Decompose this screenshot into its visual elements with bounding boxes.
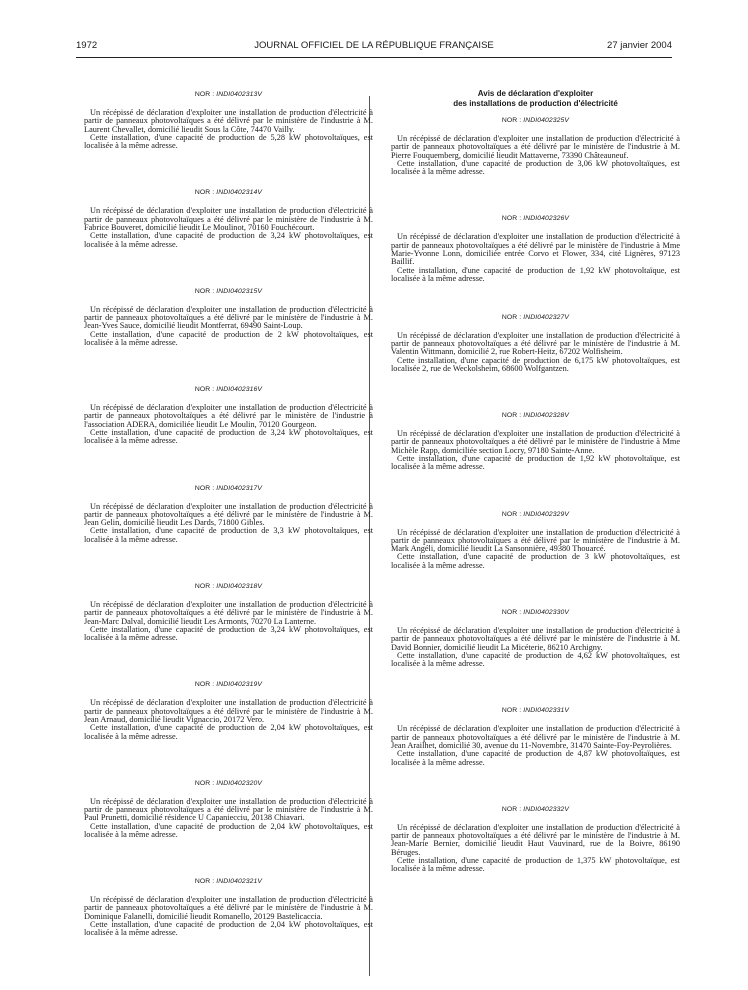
nor-reference bbox=[391, 312, 680, 324]
capacity-paragraph: Cette installation, d'une capacité de production de 3,3 kW photovoltaïques, est localisée à la même adresse. bbox=[84, 526, 373, 544]
nor-code: INDI0402328V bbox=[523, 412, 570, 420]
nor-prefix: NOR : bbox=[501, 805, 524, 813]
notice-entry bbox=[84, 679, 373, 777]
nor-code: INDI0402330V bbox=[523, 608, 570, 616]
nor-reference bbox=[84, 286, 373, 298]
left-column bbox=[84, 89, 373, 938]
nor-reference bbox=[391, 705, 680, 717]
notice-entry bbox=[84, 483, 373, 581]
notice-entry bbox=[391, 410, 680, 508]
nor-reference bbox=[391, 410, 680, 422]
notice-entry bbox=[84, 778, 373, 876]
nor-reference bbox=[391, 115, 680, 127]
notice-paragraph: Un récépissé de déclaration d'exploiter une installation de production d'électricité à partir de panneaux photovoltaïques a été délivré par le ministère de l'industrie à M. Laurent Chevallet, domicilié lieudit Sous la Côte, 74470 Vailly. bbox=[84, 108, 373, 134]
nor-code: INDI0402317V bbox=[216, 484, 263, 492]
nor-reference bbox=[84, 483, 373, 495]
nor-code: INDI0402327V bbox=[523, 313, 570, 321]
nor-prefix: NOR : bbox=[501, 215, 524, 223]
nor-reference bbox=[84, 89, 373, 101]
notice-paragraph: Un récépissé de déclaration d'exploiter une installation de production d'électricité à partir de panneaux photovoltaïques a été délivré par le ministère de l'industrie à M. Valentin Wittmann, domicilié 2, rue Robert-Heitz, 67202 Wolfisheim. bbox=[391, 330, 680, 357]
notice-paragraph: Un récépissé de déclaration d'exploiter une installation de production d'électricité à partir de panneaux photovoltaïques a été délivré par le ministère de l'industrie à M. Jean-Marie Bernier, domicilié lieudit Haut Vauvinard, rue de la Boivre, 86190 Béruges. bbox=[391, 822, 680, 857]
nor-prefix: NOR : bbox=[501, 510, 524, 518]
nor-prefix: NOR : bbox=[194, 91, 217, 98]
nor-code: INDI0402325V bbox=[523, 117, 570, 124]
notice-paragraph: Un récépissé de déclaration d'exploiter une installation de production d'électricité à partir de panneaux photovoltaïques a été délivré par le ministère de l'industrie à Mme Michèle Rapp, domiciliée section Locry, 97180 Sainte-Anne. bbox=[391, 429, 680, 455]
capacity-paragraph: Cette installation, d'une capacité de production de 1,92 kW photovoltaïque, est localisée à la même adresse. bbox=[391, 454, 680, 472]
nor-prefix: NOR : bbox=[501, 313, 524, 321]
nor-reference bbox=[84, 581, 373, 593]
capacity-paragraph: Cette installation, d'une capacité de production de 3,06 kW photovoltaïques, est localisée à la même adresse. bbox=[391, 158, 680, 177]
section-heading bbox=[391, 89, 680, 109]
notice-paragraph: Un récépissé de déclaration d'exploiter une installation de production d'électricité à partir de panneaux photovoltaïques a été délivré par le ministère de l'industrie à M. Dominique Falanelli, domicilié lieudit Romanello, 20129 Bastelicaccia. bbox=[84, 895, 373, 921]
nor-prefix: NOR : bbox=[501, 707, 524, 715]
nor-code: INDI0402314V bbox=[216, 189, 263, 197]
nor-code: INDI0402318V bbox=[216, 582, 263, 590]
capacity-paragraph: Cette installation, d'une capacité de production de 2,04 kW photovoltaïques, est localisée à la même adresse. bbox=[84, 920, 373, 938]
nor-code: INDI0402313V bbox=[216, 91, 263, 98]
notice-entry bbox=[84, 876, 373, 937]
capacity-paragraph: Cette installation, d'une capacité de production de 2 kW photovoltaïques, est localisée à la même adresse. bbox=[84, 329, 373, 347]
notice-paragraph: Un récépissé de déclaration d'exploiter une installation de production d'électricité à partir de panneaux photovoltaïques a été délivré par le ministère de l'industrie à M. Jean Gelin, domicilié lieudit Les Dards, 71800 Gibles. bbox=[84, 501, 373, 528]
nor-prefix: NOR : bbox=[194, 681, 217, 689]
nor-code: INDI0402331V bbox=[523, 707, 570, 715]
notice-paragraph: Un récépissé de déclaration d'exploiter une installation de production d'électricité à partir de panneaux photovoltaïques a été délivré par le ministère de l'industrie à M. Paul Prunetti, domicilié résidence U Capaniecciu, 20138 Chiavari. bbox=[84, 796, 373, 823]
section-heading-line-2: des installations de production d'électricité bbox=[453, 99, 618, 108]
nor-prefix: NOR : bbox=[501, 412, 524, 420]
page-number: 1972 bbox=[76, 40, 98, 51]
nor-prefix: NOR : bbox=[194, 287, 217, 295]
notice-paragraph: Un récépissé de déclaration d'exploiter une installation de production d'électricité à partir de panneaux photovoltaïques a été délivré par le ministère de l'industrie à M. Jean-Marc Dalval, domicilié lieudit Les Armonts, 70270 La Lanterne. bbox=[84, 599, 373, 626]
nor-reference bbox=[391, 213, 680, 225]
notice-paragraph: Un récépissé de déclaration d'exploiter une installation de production d'électricité à partir de panneaux photovoltaïques a été délivré par le ministère de l'industrie à M. Jean Arnaud, domicilié lieudit Vignaccio, 20172 Vero. bbox=[84, 698, 373, 724]
section-heading-line-1: Avis de déclaration d'exploiter bbox=[477, 89, 594, 98]
capacity-paragraph: Cette installation, d'une capacité de production de 3,24 kW photovoltaïques, est localisée à la même adresse. bbox=[84, 428, 373, 446]
nor-prefix: NOR : bbox=[194, 582, 217, 590]
notice-entry bbox=[391, 607, 680, 705]
nor-prefix: NOR : bbox=[501, 117, 524, 124]
notice-paragraph: Un récépissé de déclaration d'exploiter une installation de production d'électricité à partir de panneaux photovoltaïques a été délivré par le ministère de l'industrie à M. Mark Angéli, domicilié lieudit La Sansonnière, 49380 Thouarcé. bbox=[391, 527, 680, 554]
nor-prefix: NOR : bbox=[194, 878, 217, 886]
notice-entry bbox=[84, 286, 373, 384]
notice-entry bbox=[391, 213, 680, 311]
notice-entry bbox=[84, 581, 373, 679]
nor-reference bbox=[84, 384, 373, 396]
notice-entry bbox=[84, 384, 373, 482]
nor-prefix: NOR : bbox=[194, 386, 217, 394]
nor-reference bbox=[84, 876, 373, 888]
nor-code: INDI0402326V bbox=[523, 215, 570, 223]
notice-entry bbox=[391, 115, 680, 213]
nor-prefix: NOR : bbox=[194, 484, 217, 492]
notice-paragraph: Un récépissé de déclaration d'exploiter une installation de production d'électricité à partir de panneaux photovoltaïques a été délivré par le ministère de l'industrie à M. Jean-Yves Sauce, domicilié lieudit Montferrat, 69490 Saint-Loup. bbox=[84, 304, 373, 331]
capacity-paragraph: Cette installation, d'une capacité de production de 1,375 kW photovoltaïque, est localisée à la même adresse. bbox=[391, 855, 680, 874]
notice-paragraph: Un récépissé de déclaration d'exploiter une installation de production d'électricité à partir de panneaux photovoltaïques a été délivré par le ministère de l'industrie à Mme Marie-Yvonne Lonn, domiciliée entrée Corvo et Flower, 334, cité Lignères, 97123 Baillif. bbox=[391, 232, 680, 267]
page-header bbox=[76, 40, 672, 54]
notice-entry bbox=[391, 804, 680, 874]
nor-reference bbox=[391, 804, 680, 816]
capacity-paragraph: Cette installation, d'une capacité de production de 3,24 kW photovoltaïques, est localisée à la même adresse. bbox=[84, 231, 373, 249]
nor-code: INDI0402332V bbox=[523, 805, 570, 813]
notice-paragraph: Un récépissé de déclaration d'exploiter une installation de production d'électricité à partir de panneaux photovoltaïques a été délivré par le ministère de l'industrie à M. Fabrice Bouveret, domicilié lieudit Le Moulinot, 70160 Fouchécourt. bbox=[84, 206, 373, 232]
nor-code: INDI0402315V bbox=[216, 287, 263, 295]
notice-entry bbox=[391, 312, 680, 410]
capacity-paragraph: Cette installation, d'une capacité de production de 2,04 kW photovoltaïques, est localisée à la même adresse. bbox=[84, 821, 373, 839]
notice-entry bbox=[84, 89, 373, 187]
nor-reference bbox=[84, 187, 373, 199]
issue-date: 27 janvier 2004 bbox=[607, 40, 672, 51]
nor-prefix: NOR : bbox=[194, 189, 217, 197]
capacity-paragraph: Cette installation, d'une capacité de production de 6,175 kW photovoltaïques, est localisée 2, rue de Weckolsheim, 68600 Wolfgantzen. bbox=[391, 355, 680, 373]
nor-reference bbox=[391, 509, 680, 521]
capacity-paragraph: Cette installation, d'une capacité de production de 1,92 kW photovoltaïque, est localisée à la même adresse. bbox=[391, 265, 680, 283]
notice-paragraph: Un récépissé de déclaration d'exploiter une installation de production d'électricité à partir de panneaux photovoltaïques a été délivré par le ministère de l'industrie à l'association ADERA, domiciliée lieudit Le Moulin, 70120 Gourgeon. bbox=[84, 403, 373, 429]
notice-paragraph: Un récépissé de déclaration d'exploiter une installation de production d'électricité à partir de panneaux photovoltaïques a été délivré par le ministère de l'industrie à M. Jean Arailhet, domicilié 30, avenue du 11-Novembre, 31470 Sainte-Foy-Peyrolières. bbox=[391, 724, 680, 750]
nor-code: INDI0402320V bbox=[216, 779, 263, 787]
nor-prefix: NOR : bbox=[501, 608, 524, 616]
header-rule bbox=[76, 57, 672, 58]
right-column bbox=[391, 89, 680, 874]
notice-entry bbox=[84, 187, 373, 285]
nor-reference bbox=[84, 679, 373, 691]
notice-entry bbox=[391, 509, 680, 607]
nor-code: INDI0402321V bbox=[216, 878, 263, 886]
capacity-paragraph: Cette installation, d'une capacité de production de 2,04 kW photovoltaïques, est localisée à la même adresse. bbox=[84, 723, 373, 741]
notice-paragraph: Un récépissé de déclaration d'exploiter une installation de production d'électricité à partir de panneaux photovoltaïques a été délivré par le ministère de l'industrie à M. Pierre Fouquemberg, domicilié lieudit Mattaverne, 73390 Châteauneuf. bbox=[391, 134, 680, 160]
capacity-paragraph: Cette installation, d'une capacité de production de 3 kW photovoltaïques, est localisée à la même adresse. bbox=[391, 552, 680, 570]
nor-code: INDI0402319V bbox=[216, 681, 263, 689]
nor-code: INDI0402329V bbox=[523, 510, 570, 518]
capacity-paragraph: Cette installation, d'une capacité de production de 4,87 kW photovoltaïques, est localisée à la même adresse. bbox=[391, 749, 680, 767]
nor-reference bbox=[391, 607, 680, 619]
nor-prefix: NOR : bbox=[194, 779, 217, 787]
journal-title: JOURNAL OFFICIEL DE LA RÉPUBLIQUE FRANÇAISE bbox=[254, 40, 494, 51]
notice-paragraph: Un récépissé de déclaration d'exploiter une installation de production d'électricité à partir de panneaux photovoltaïques a été délivré par le ministère de l'industrie à M. David Bonnier, domicilié lieudit La Micéterie, 86210 Archigny. bbox=[391, 625, 680, 652]
capacity-paragraph: Cette installation, d'une capacité de production de 3,24 kW photovoltaïques, est localisée à la même adresse. bbox=[84, 624, 373, 643]
capacity-paragraph: Cette installation, d'une capacité de production de 4,62 kW photovoltaïques, est localisée à la même adresse. bbox=[391, 650, 680, 669]
nor-reference bbox=[84, 778, 373, 790]
nor-code: INDI0402316V bbox=[216, 386, 263, 394]
notice-entry bbox=[391, 705, 680, 803]
capacity-paragraph: Cette installation, d'une capacité de production de 5,28 kW photovoltaïques, est localisée à la même adresse. bbox=[84, 132, 373, 151]
